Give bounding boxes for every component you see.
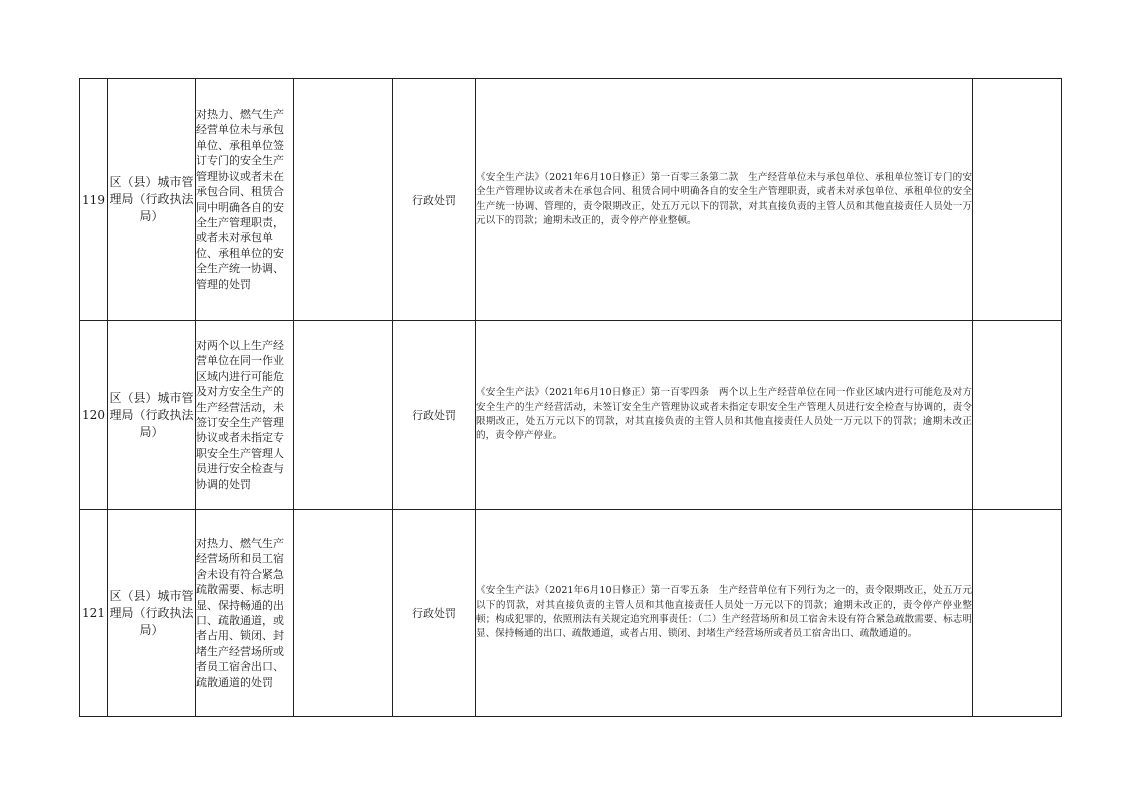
item-cell: 对两个以上生产经营单位在同一作业区域内进行可能危及对方安全生产的生产经营活动，未签订安全生产管理协议或者未指定专职安全生产管理人员进行安全检查与协调的处罚 (196, 321, 294, 510)
row-number: 121 (80, 510, 108, 717)
table-row (80, 510, 1062, 717)
item-cell: 对热力、燃气生产经营场所和员工宿舍未设有符合紧急疏散需要、标志明显、保持畅通的出口、疏散通道，或者占用、锁闭、封堵生产经营场所或者员工宿舍出口、疏散通道的处罚 (196, 510, 294, 717)
penalty-table (79, 78, 1062, 717)
row-number: 120 (80, 321, 108, 510)
row-number: 119 (80, 79, 108, 321)
type-cell: 行政处罚 (393, 321, 476, 510)
department-cell: 区（县）城市管理局（行政执法局） (108, 79, 196, 321)
table-row (80, 79, 1062, 321)
code-cell (294, 321, 393, 510)
remark-cell (973, 321, 1062, 510)
code-cell (294, 510, 393, 717)
department-cell: 区（县）城市管理局（行政执法局） (108, 321, 196, 510)
remark-cell (973, 510, 1062, 717)
item-cell: 对热力、燃气生产经营单位未与承包单位、承租单位签订专门的安全生产管理协议或者未在承包合同、租赁合同中明确各自的安全生产管理职责，或者未对承包单位、承租单位的安全生产统一协调、管理的处罚 (196, 79, 294, 321)
code-cell (294, 79, 393, 321)
basis-cell: 《安全生产法》（2021年6月10日修正）第一百零四条 两个以上生产经营单位在同一作业区域内进行可能危及对方安全生产的生产经营活动，未签订安全生产管理协议或者未指定专职安全生产管理人员进行安全检查与协调的，责令限期改正，处五万元以下的罚款，对其直接负责的主管人员和其他直接责任人员处一万元以下的罚款；逾期未改正的，责令停产停业。 (476, 321, 973, 510)
basis-cell: 《安全生产法》（2021年6月10日修正）第一百零三条第二款 生产经营单位未与承包单位、承租单位签订专门的安全生产管理协议或者未在承包合同、租赁合同中明确各自的安全生产管理职责，或者未对承包单位、承租单位的安全生产统一协调、管理的，责令限期改正，处五万元以下的罚款，对其直接负责的主管人员和其他直接责任人员处一万元以下的罚款；逾期未改正的，责令停产停业整顿。 (476, 79, 973, 321)
type-cell: 行政处罚 (393, 79, 476, 321)
remark-cell (973, 79, 1062, 321)
basis-cell: 《安全生产法》（2021年6月10日修正）第一百零五条 生产经营单位有下列行为之一的，责令限期改正，处五万元以下的罚款，对其直接负责的主管人员和其他直接责任人员处一万元以下的罚款；逾期未改正的，责令停产停业整顿；构成犯罪的，依照刑法有关规定追究刑事责任：（二）生产经营场所和员工宿舍未设有符合紧急疏散需要、标志明显、保持畅通的出口、疏散通道，或者占用、锁闭、封堵生产经营场所或者员工宿舍出口、疏散通道的。 (476, 510, 973, 717)
table-row (80, 321, 1062, 510)
department-cell: 区（县）城市管理局（行政执法局） (108, 510, 196, 717)
type-cell: 行政处罚 (393, 510, 476, 717)
